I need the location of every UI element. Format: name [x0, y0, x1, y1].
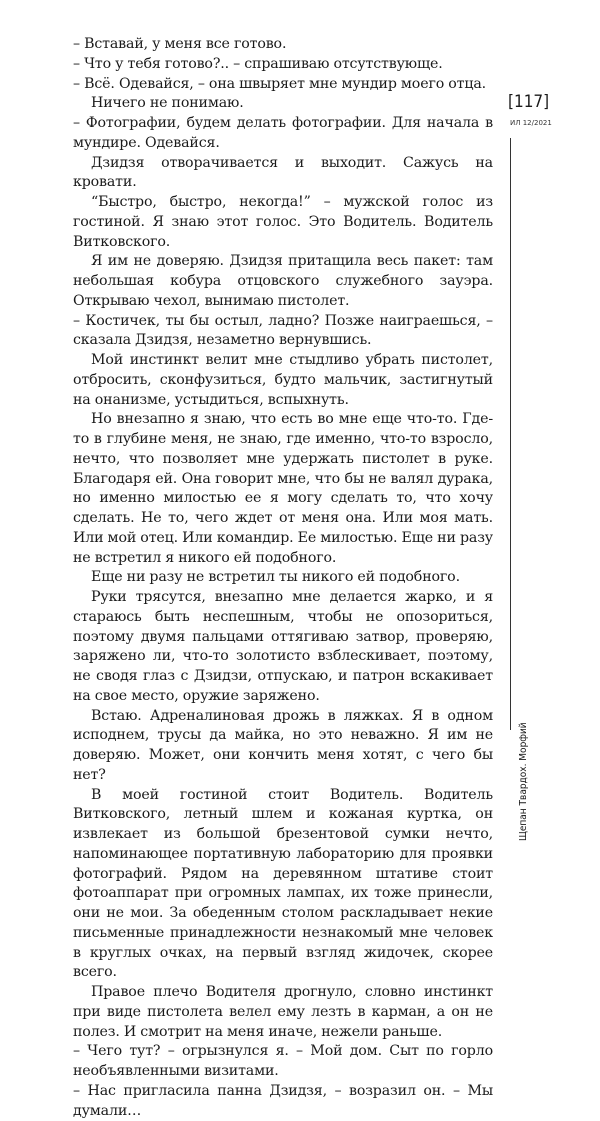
paragraph: – Нас пригласила панна Дзидзя, – возразил он. – Мы думали…: [73, 1082, 493, 1119]
paragraph: Ничего не понимаю.: [91, 95, 244, 112]
body-text: [73, 35, 493, 1121]
paragraph: Встаю. Адреналиновая дрожь в ляжках. Я в одном исподнем, трусы да майка, но это неважно. Я им не доверяю. Может, они кончить меня хотят, с чего бы нет?: [73, 707, 493, 783]
paragraph: Правое плечо Водителя дрогнуло, словно инстинкт при виде пистолета велел ему лезть в карман, а он не полез. И смотрит на меня иначе, нежели раньше.: [73, 984, 493, 1040]
paragraph: – Костичек, ты бы остыл, ладно? Позже наиграешься, – сказала Дзидзя, незаметно вернувшись.: [73, 312, 493, 349]
paragraph: Но внезапно я знаю, что есть во мне еще что-то. Где-то в глубине меня, не знаю, где именно, что-то взросло, нечто, что позволяет мне удержать пистолет в руке. Благодаря ей. Она говорит мне, что бы не валял дурака, но именно милостью ее я могу сделать то, что хочу сделать. Не то, чего ждет от меня она. Или моя мать. Или мой отец. Или командир. Ее милостью. Еще ни разу не встретил я никого ей подобного.: [73, 411, 493, 566]
paragraph: Я им не доверяю. Дзидзя притащила весь пакет: там небольшая кобура отцовского служебного зауэра. Открываю чехол, вынимаю пистолет.: [73, 253, 493, 309]
running-head: Щепан Твардох. Морфий: [518, 722, 529, 841]
paragraph: – Фотографии, будем делать фотографии. Для начала в мундире. Одевайся.: [73, 115, 493, 151]
page-number: [117]: [508, 92, 550, 112]
paragraph: – Всё. Одевайся, – она швыряет мне мундир моего отца.: [73, 75, 487, 92]
paragraph: – Что у тебя готово?.. – спрашиваю отсутствующе.: [73, 55, 443, 72]
paragraph: В моей гостиной стоит Водитель. Водитель Витковского, летный шлем и кожаная куртка, он извлекает из большой брезентовой сумки нечто, напоминающее портативную лабораторию для проявки фотографий. Рядом на деревянном штативе стоит фотоаппарат при огромных лампах, их тоже принесли, они не мои. За обеденным столом раскладывает некие письменные принадлежности незнакомый мне человек в круглых очках, на первый взгляд жидочек, скорее всего.: [73, 786, 493, 981]
paragraph: Еще ни разу не встретил ты никого ей подобного.: [91, 569, 460, 586]
issue-label: ИЛ 12/2021: [510, 119, 552, 127]
margin-rule: [510, 138, 511, 730]
paragraph: – Чего тут? – огрызнулся я. – Мой дом. Сыт по горло необъявленными визитами.: [73, 1043, 493, 1079]
paragraph: Руки трясутся, внезапно мне делается жарко, и я стараюсь быть неспешным, чтобы не опозориться, поэтому двумя пальцами оттягиваю затвор, проверяю, заряжено ли, что-то золотисто взблескивает, поэтому, не сводя глаз с Дзидзи, отпускаю, и патрон вскакивает на свое место, оружие заряжено.: [73, 589, 493, 704]
paragraph: “Быстро, быстро, некогда!” – мужской голос из гостиной. Я знаю этот голос. Это Водитель. Водитель Витковского.: [73, 194, 493, 250]
paragraph: Мой инстинкт велит мне стыдливо убрать пистолет, отбросить, сконфузиться, будто мальчик, застигнутый на онанизме, устыдиться, вспыхнуть.: [73, 352, 493, 408]
paragraph: Дзидзя отворачивается и выходит. Сажусь на кровати.: [73, 154, 493, 191]
paragraph: – Вставай, у меня все готово.: [73, 36, 287, 52]
